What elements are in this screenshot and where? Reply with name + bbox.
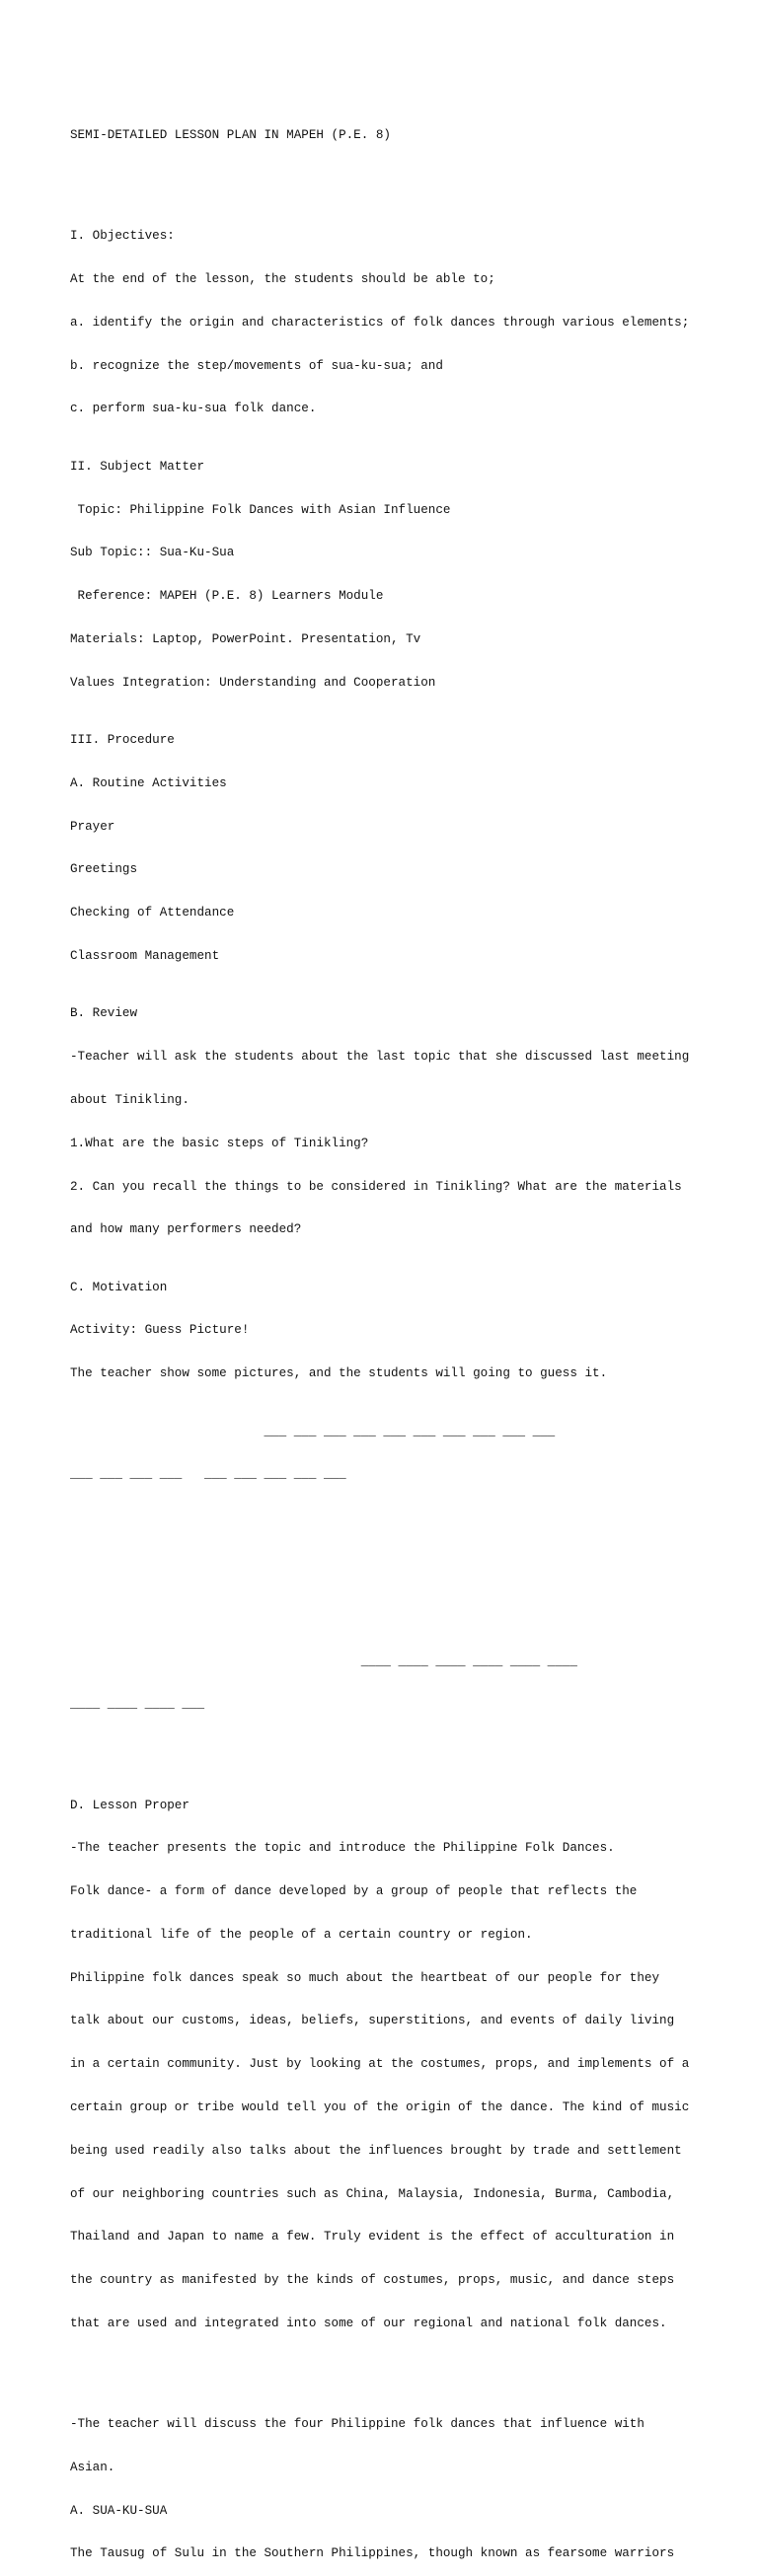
picture-area [70,1525,721,1611]
motivation-heading: C. Motivation [70,1280,168,1294]
review-line: 1.What are the basic steps of Tinikling? [70,1136,369,1150]
lesson-line: being used readily also talks about the influences brought by trade and settlement [70,2143,682,2158]
routine-item: Classroom Management [70,949,220,964]
review-line: -Teacher will ask the students about the last topic that she discussed last meeting [70,1050,690,1065]
lesson-plan-document [70,100,721,2576]
activity-description: The teacher show some pictures, and the students will going to guess it. [70,1366,608,1381]
sua-ku-sua-line: The Tausug of Sulu in the Southern Philippines, though known as fearsome warriors [70,2546,675,2561]
routine-item: Checking of Attendance [70,906,235,920]
lesson-line: the country as manifested by the kinds of costumes, props, music, and dance steps [70,2273,675,2288]
guess-blanks-row: ____ ____ ____ ___ [70,1697,205,1712]
subject-values: Values Integration: Understanding and Cooperation [70,675,436,690]
guess-blanks-row: ___ ___ ___ ___ ___ ___ ___ ___ ___ ___ [70,1424,556,1438]
guess-blanks-row: ___ ___ ___ ___ ___ ___ ___ ___ ___ [70,1467,346,1482]
blank-line [70,1740,721,1755]
subject-matter-heading: II. Subject Matter [70,459,205,474]
activity-title: Activity: Guess Picture! [70,1323,250,1338]
review-line: and how many performers needed? [70,1222,302,1237]
guess-blanks-row: ____ ____ ____ ____ ____ ____ [70,1654,577,1668]
objective-item: b. recognize the step/movements of sua-ku-sua; and [70,358,443,373]
lesson-line: certain group or tribe would tell you of the origin of the dance. The kind of music [70,2099,690,2114]
lesson-line: Folk dance- a form of dance developed by a group of people that reflects the [70,1884,638,1899]
objectives-intro: At the end of the lesson, the students should be able to; [70,272,495,287]
lesson-line: Philippine folk dances speak so much about the heartbeat of our people for they [70,1970,660,1985]
sua-ku-sua-heading: A. SUA-KU-SUA [70,2503,168,2518]
subject-topic: Topic: Philippine Folk Dances with Asian Influence [70,502,451,517]
lesson-line: of our neighboring countries such as China, Malaysia, Indonesia, Burma, Cambodia, [70,2186,675,2201]
review-line: about Tinikling. [70,1092,190,1107]
objective-item: c. perform sua-ku-sua folk dance. [70,402,317,416]
routine-heading: A. Routine Activities [70,775,227,790]
lesson-line: that are used and integrated into some of our regional and national folk dances. [70,2316,667,2330]
lesson-proper-heading: D. Lesson Proper [70,1798,190,1812]
review-heading: B. Review [70,1006,138,1021]
review-line: 2. Can you recall the things to be considered in Tinikling? What are the materials [70,1179,682,1194]
blank-line [70,172,721,186]
routine-item: Prayer [70,819,115,834]
discuss-line: Asian. [70,2460,115,2474]
lesson-line: in a certain community. Just by looking at the costumes, props, and implements of a [70,2057,690,2072]
subject-reference: Reference: MAPEH (P.E. 8) Learners Module [70,589,384,604]
lesson-line: traditional life of the people of a certain country or region. [70,1927,533,1942]
blank-line [70,2360,721,2375]
subject-materials: Materials: Laptop, PowerPoint. Presentation, Tv [70,631,421,646]
discuss-line: -The teacher will discuss the four Philippine folk dances that influence with [70,2417,644,2432]
objectives-heading: I. Objectives: [70,229,175,244]
document-title: SEMI-DETAILED LESSON PLAN IN MAPEH (P.E. 8) [70,128,391,143]
routine-item: Greetings [70,862,138,877]
lesson-line: talk about our customs, ideas, beliefs, superstitions, and events of daily living [70,2014,675,2028]
lesson-line: Thailand and Japan to name a few. Truly evident is the effect of acculturation in [70,2230,675,2245]
subject-sub-topic: Sub Topic:: Sua-Ku-Sua [70,546,235,560]
objective-item: a. identify the origin and characteristics of folk dances through various elements; [70,315,690,330]
procedure-heading: III. Procedure [70,733,175,748]
lesson-line: -The teacher presents the topic and introduce the Philippine Folk Dances. [70,1841,615,1856]
